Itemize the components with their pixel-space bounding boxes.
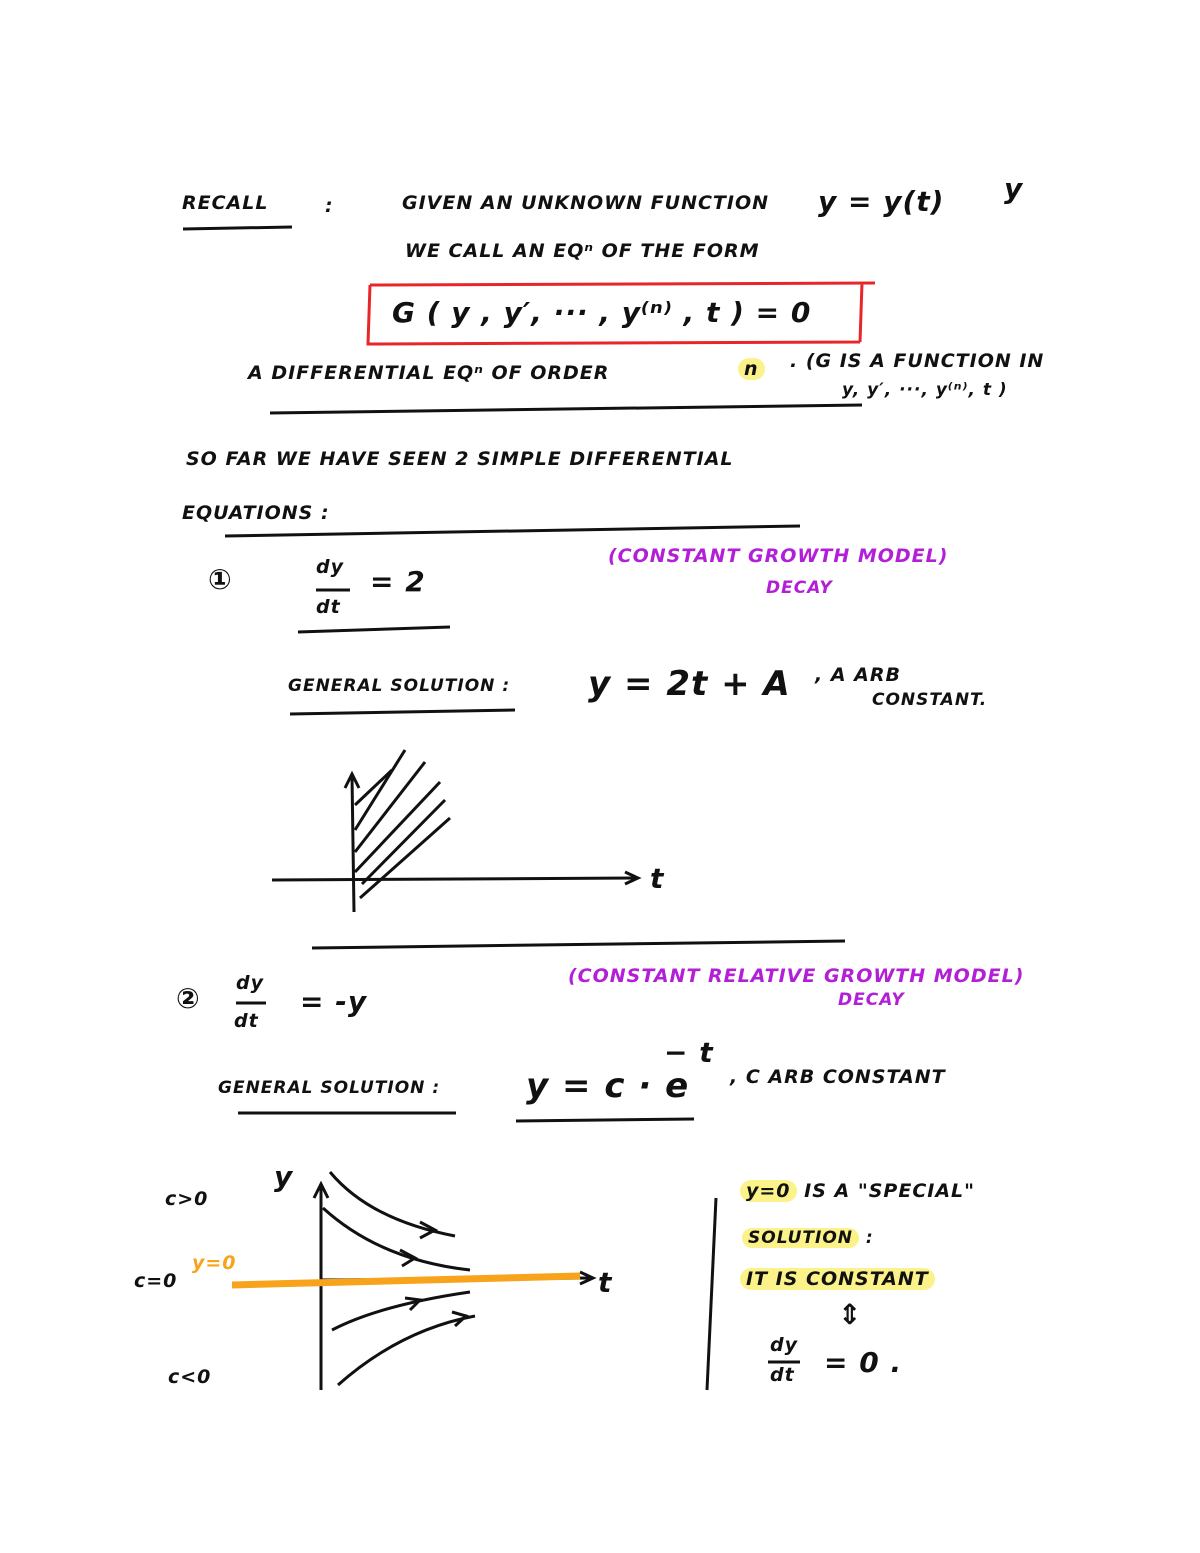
eq2-lhs-den: dt [234,1010,259,1032]
y-zero-line [232,1276,580,1285]
boxed-equation: G ( y , y′, ··· , y⁽ⁿ⁾ , t ) = 0 [392,296,812,329]
special-line2 [742,1228,874,1248]
gen-sol-1-note: , A ARB [815,664,901,686]
eq1-number: ① [208,563,233,596]
definition-underline [270,405,862,413]
c-negative-label: c<0 [168,1366,212,1388]
note-line1: . (G IS A FUNCTION IN [790,350,1045,372]
eq2-model: (CONSTANT RELATIVE GROWTH MODEL) [568,965,1025,987]
c-zero-label: c=0 [134,1270,178,1292]
curve-c-pos-1 [330,1172,455,1236]
vertical-divider [707,1198,716,1390]
recall-colon: : [325,195,334,217]
curve-c-neg-1 [332,1292,470,1330]
y-axis [352,776,354,912]
recall-underline [183,227,292,229]
y-zero-label: y=0 [192,1252,237,1274]
recall-line1-fn: y = y(t) [818,185,945,218]
eq1-underline [298,627,450,632]
deriv-num: dy [770,1334,798,1356]
special-y0: y=0 [740,1180,797,1202]
eq1-model-sub: DECAY [766,578,833,598]
graph2-t-label: t [598,1266,613,1299]
linear-solutions-graph [272,750,638,912]
special-constant: IT IS CONSTANT [740,1268,935,1290]
gen-sol-2: y = c · e [526,1066,690,1106]
section-separator [312,941,845,948]
page-mark: y [1004,172,1024,205]
eq1-model: (CONSTANT GROWTH MODEL) [608,545,949,567]
curve-c-pos-2 [323,1208,470,1270]
deriv-rhs: = 0 . [824,1346,903,1379]
gen-sol-1-label: GENERAL SOLUTION : [288,676,511,696]
gen-sol-2-note: , C ARB CONSTANT [730,1066,946,1088]
eq2-lhs-num: dy [236,972,264,994]
curve-c-neg-2 [338,1316,475,1385]
gen-sol-1: y = 2t + A [588,664,791,704]
special-solution: SOLUTION [742,1228,859,1248]
intro-line1: SO FAR WE HAVE SEEN 2 SIMPLE DIFFERENTIAL [186,448,734,470]
eq2-rhs: = -y [300,985,368,1018]
special-colon: : [859,1228,874,1248]
special-is-special: IS A "SPECIAL" [796,1180,976,1202]
note-line2: y, y′, ···, y⁽ⁿ⁾, t ) [842,380,1008,400]
recall-line1: GIVEN AN UNKNOWN FUNCTION [402,192,769,214]
definition-text: A DIFFERENTIAL EQⁿ OF ORDER [248,362,610,384]
t-axis [272,878,635,880]
gen-sol-2-exp: − t [664,1036,714,1069]
gen-sol-1-underline [290,710,515,714]
eq2-number: ② [176,982,201,1015]
order-n: n [738,358,765,380]
special-line1 [740,1180,975,1202]
equiv-arrow: ⇕ [838,1298,863,1331]
recall-heading: RECALL [182,192,269,214]
recall-line2: WE CALL AN EQⁿ OF THE FORM [405,240,760,262]
exponential-solutions-graph [232,1172,593,1390]
c-positive-label: c>0 [165,1188,209,1210]
graph1-t-label: t [650,862,665,895]
eq1-rhs: = 2 [370,565,426,598]
eq1-lhs-den: dt [316,596,341,618]
equations-underline [225,526,800,536]
graph2-y-label: y [274,1160,294,1193]
deriv-den: dt [770,1364,795,1386]
solution-2-underline [516,1119,694,1121]
intro-line2: EQUATIONS : [182,502,330,524]
eq2-model-sub: DECAY [838,990,905,1010]
gen-sol-2-label: GENERAL SOLUTION : [218,1078,441,1098]
eq1-lhs-num: dy [316,556,344,578]
gen-sol-1-note2: CONSTANT. [872,690,988,710]
